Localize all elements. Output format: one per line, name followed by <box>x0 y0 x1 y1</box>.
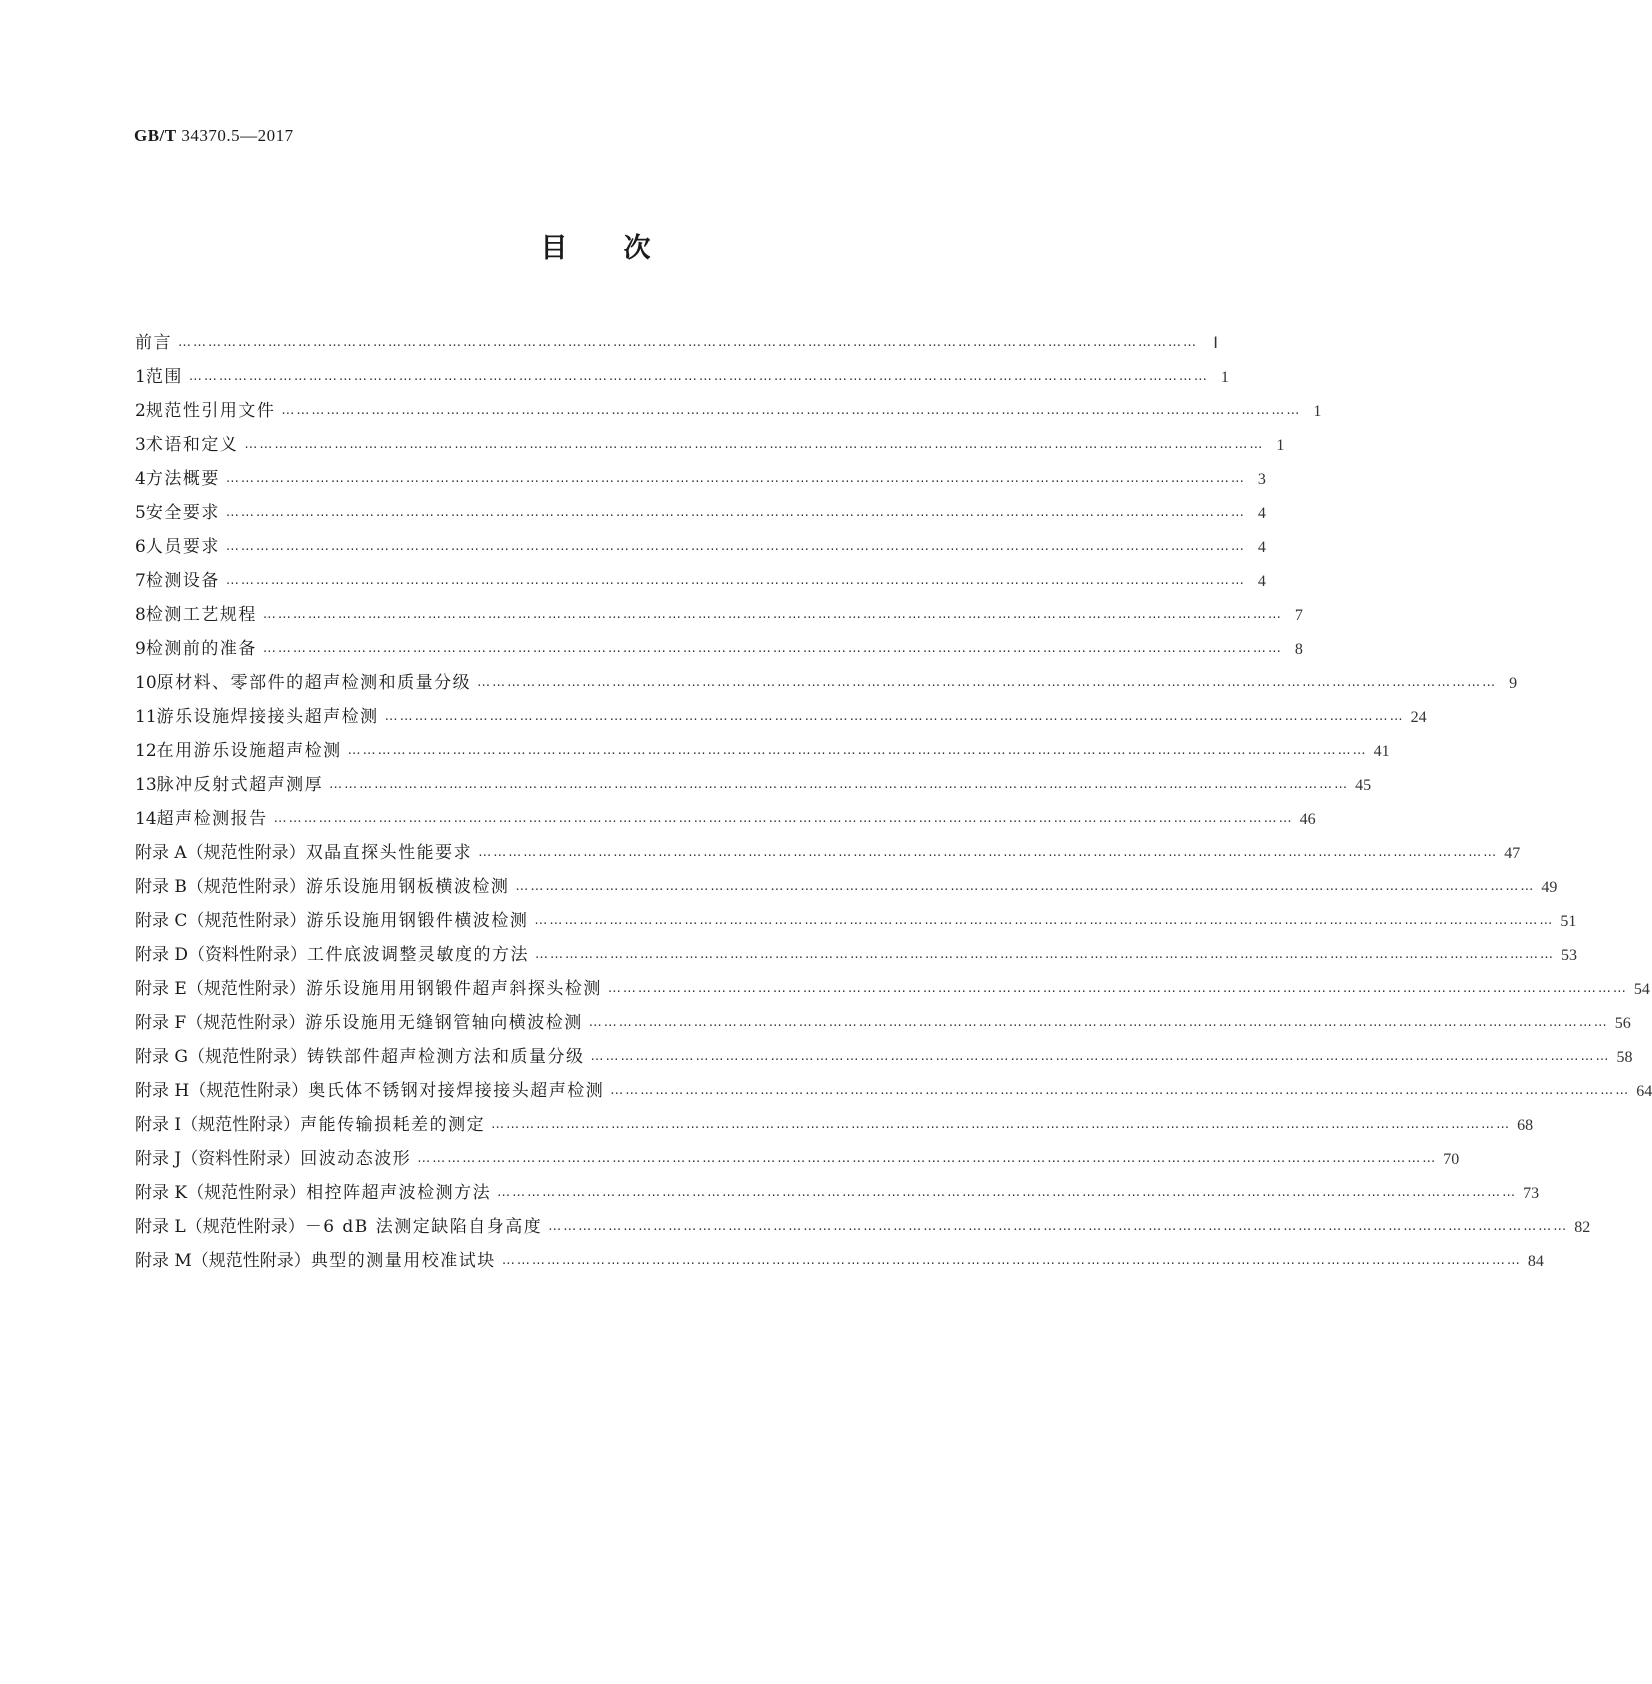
toc-row-1[interactable] <box>135 362 1229 387</box>
dot-leader: …………………………………………………………………………………………………………………………………………………………………………………… <box>225 539 1246 554</box>
toc-row-annex-e[interactable] <box>135 974 1650 999</box>
toc-number: 2 <box>135 401 146 421</box>
toc-label: 超声检测报告 <box>156 809 268 829</box>
dot-leader: …………………………………………………………………………………………………………………………………………………………………………………… <box>178 335 1198 350</box>
toc-label: 人员要求 <box>145 537 220 557</box>
toc-number: 1 <box>135 367 146 387</box>
toc-page: 53 <box>1561 947 1578 964</box>
toc-page: 47 <box>1504 845 1521 862</box>
toc-row-annex-g[interactable] <box>135 1042 1633 1067</box>
toc-label: 规范性引用文件 <box>145 401 276 421</box>
toc-label: 铸铁部件超声检测方法和质量分级 <box>306 1047 585 1067</box>
dot-leader: …………………………………………………………………………………………………………………………………………………………………………………… <box>478 845 1499 860</box>
toc-page: 8 <box>1294 641 1303 658</box>
toc-number: 附录 I（规范性附录） <box>135 1115 301 1135</box>
toc-number: 附录 G（规范性附录） <box>135 1047 307 1067</box>
toc-row-annex-l[interactable] <box>135 1212 1591 1237</box>
toc-row-annex-m[interactable] <box>135 1246 1544 1271</box>
dot-leader: …………………………………………………………………………………………………………………………………………………………………………………… <box>610 1083 1631 1098</box>
dot-leader: …………………………………………………………………………………………………………………………………………………………………………………… <box>534 913 1555 928</box>
dot-leader: …………………………………………………………………………………………………………………………………………………………………………………… <box>225 505 1246 520</box>
dot-leader: …………………………………………………………………………………………………………………………………………………………………………………… <box>590 1049 1611 1064</box>
toc-label: 范围 <box>145 367 183 387</box>
toc-number: 4 <box>135 469 146 489</box>
toc-row-8[interactable] <box>135 600 1303 625</box>
dot-leader: …………………………………………………………………………………………………………………………………………………………………………………… <box>588 1015 1609 1030</box>
toc-label: 奥氏体不锈钢对接焊接接头超声检测 <box>308 1081 605 1101</box>
toc-page: 4 <box>1257 539 1266 556</box>
toc-row-5[interactable] <box>135 498 1266 523</box>
title-char-2: 次 <box>623 233 651 264</box>
toc-page: 73 <box>1523 1185 1540 1202</box>
toc-row-12[interactable] <box>135 736 1390 761</box>
toc-row-annex-i[interactable] <box>135 1110 1534 1135</box>
toc-page: 70 <box>1443 1151 1460 1168</box>
dot-leader: …………………………………………………………………………………………………………………………………………………………………………………… <box>329 777 1350 792</box>
toc-label: 声能传输损耗差的测定 <box>300 1115 486 1135</box>
toc-page: 4 <box>1257 505 1266 522</box>
toc-page: 64 <box>1636 1083 1652 1100</box>
toc-page: 24 <box>1410 709 1427 726</box>
dot-leader: …………………………………………………………………………………………………………………………………………………………………………………… <box>477 675 1498 690</box>
dot-leader: …………………………………………………………………………………………………………………………………………………………………………………… <box>188 369 1209 384</box>
toc-row-11[interactable] <box>135 702 1427 727</box>
toc-label: 检测设备 <box>145 571 220 591</box>
toc-number: 10 <box>135 673 157 693</box>
toc-number: 附录 L（规范性附录） <box>135 1217 305 1237</box>
toc-row-13[interactable] <box>135 770 1372 795</box>
dot-leader: …………………………………………………………………………………………………………………………………………………………………………………… <box>515 879 1536 894</box>
toc-number: 附录 J（资料性附录） <box>135 1149 301 1169</box>
dot-leader: …………………………………………………………………………………………………………………………………………………………………………………… <box>347 743 1368 758</box>
title-char-1: 目 <box>540 233 568 264</box>
toc-row-6[interactable] <box>135 532 1266 557</box>
toc-row-14[interactable] <box>135 804 1316 829</box>
toc-row-foreword[interactable] <box>135 328 1218 353</box>
toc-number: 附录 H（规范性附录） <box>135 1081 309 1101</box>
toc-page: 41 <box>1373 743 1390 760</box>
toc-row-3[interactable] <box>135 430 1285 455</box>
toc-page: 82 <box>1574 1219 1591 1236</box>
toc-row-9[interactable] <box>135 634 1303 659</box>
toc-row-2[interactable] <box>135 396 1322 421</box>
toc-label: 安全要求 <box>145 503 220 523</box>
toc-number: 3 <box>135 435 146 455</box>
toc-page: 68 <box>1517 1117 1534 1134</box>
dot-leader: …………………………………………………………………………………………………………………………………………………………………………………… <box>417 1151 1438 1166</box>
dot-leader: …………………………………………………………………………………………………………………………………………………………………………………… <box>535 947 1556 962</box>
toc-label: 原材料、零部件的超声检测和质量分级 <box>156 673 472 693</box>
toc-number: 7 <box>135 571 146 591</box>
toc-page: 9 <box>1509 675 1518 692</box>
toc-number: 附录 E（规范性附录） <box>135 979 306 999</box>
toc-row-annex-a[interactable] <box>135 838 1521 863</box>
toc-label: 在用游乐设施超声检测 <box>156 741 342 761</box>
toc-label: 脉冲反射式超声测厚 <box>156 775 324 795</box>
toc-number: 附录 C（规范性附录） <box>135 911 307 931</box>
dot-leader: …………………………………………………………………………………………………………………………………………………………………………………… <box>225 573 1246 588</box>
standard-code: 34370.5—2017 <box>181 126 294 145</box>
toc-row-annex-f[interactable] <box>135 1008 1631 1033</box>
toc-label: 游乐设施用无缝钢管轴向横波检测 <box>305 1013 583 1033</box>
toc-page: 1 <box>1276 437 1285 454</box>
toc-label: 检测工艺规程 <box>145 605 257 625</box>
toc-label: 双晶直探头性能要求 <box>305 843 473 863</box>
toc-label: 游乐设施焊接接头超声检测 <box>156 707 379 727</box>
dot-leader: …………………………………………………………………………………………………………………………………………………………………………………… <box>281 403 1302 418</box>
dot-leader: …………………………………………………………………………………………………………………………………………………………………………………… <box>501 1253 1522 1268</box>
dot-leader: …………………………………………………………………………………………………………………………………………………………………………………… <box>491 1117 1512 1132</box>
toc-page: 56 <box>1614 1015 1631 1032</box>
toc-number: 附录 M（规范性附录） <box>135 1251 311 1271</box>
toc-row-10[interactable] <box>135 668 1518 693</box>
toc-number: 附录 D（资料性附录） <box>135 945 308 965</box>
toc-row-annex-b[interactable] <box>135 872 1558 897</box>
toc-row-4[interactable] <box>135 464 1266 489</box>
dot-leader: …………………………………………………………………………………………………………………………………………………………………………………… <box>273 811 1294 826</box>
toc-label: 方法概要 <box>145 469 220 489</box>
toc-row-annex-j[interactable] <box>135 1144 1460 1169</box>
toc-label: 游乐设施用钢板横波检测 <box>305 877 510 897</box>
toc-row-annex-h[interactable] <box>135 1076 1652 1101</box>
standard-prefix: GB/T <box>134 126 177 145</box>
dot-leader: …………………………………………………………………………………………………………………………………………………………………………………… <box>225 471 1246 486</box>
toc-row-annex-k[interactable] <box>135 1178 1540 1203</box>
toc-page: 84 <box>1527 1253 1544 1270</box>
dot-leader: …………………………………………………………………………………………………………………………………………………………………………………… <box>384 709 1405 724</box>
toc-label: 回波动态波形 <box>300 1149 412 1169</box>
toc-page: 7 <box>1294 607 1303 624</box>
dot-leader: …………………………………………………………………………………………………………………………………………………………………………………… <box>262 607 1283 622</box>
toc-page: 3 <box>1257 471 1266 488</box>
dot-leader: …………………………………………………………………………………………………………………………………………………………………………………… <box>497 1185 1518 1200</box>
toc-number: 附录 A（规范性附录） <box>135 843 306 863</box>
dot-leader: …………………………………………………………………………………………………………………………………………………………………………………… <box>607 981 1628 996</box>
toc-label: 术语和定义 <box>145 435 239 455</box>
dot-leader: …………………………………………………………………………………………………………………………………………………………………………………… <box>262 641 1283 656</box>
toc-page: 4 <box>1257 573 1266 590</box>
dot-leader: …………………………………………………………………………………………………………………………………………………………………………………… <box>548 1219 1569 1234</box>
toc-label: －6 dB 法测定缺陷自身高度 <box>304 1217 543 1237</box>
toc-number: 附录 K（规范性附录） <box>135 1183 307 1203</box>
toc-page: 49 <box>1541 879 1558 896</box>
toc-number: 13 <box>135 775 157 795</box>
toc-number: 6 <box>135 537 146 557</box>
toc-page: 46 <box>1299 811 1316 828</box>
toc-label: 相控阵超声波检测方法 <box>306 1183 492 1203</box>
toc-label: 游乐设施用用钢锻件超声斜探头检测 <box>305 979 602 999</box>
toc-page: Ⅰ <box>1213 335 1218 352</box>
toc-number: 14 <box>135 809 157 829</box>
toc-number: 11 <box>135 707 157 727</box>
toc-number: 附录 F（规范性附录） <box>135 1013 306 1033</box>
dot-leader: …………………………………………………………………………………………………………………………………………………………………………………… <box>244 437 1265 452</box>
toc-page: 58 <box>1616 1049 1633 1066</box>
page-title <box>0 226 1191 265</box>
toc-label: 检测前的准备 <box>145 639 257 659</box>
toc-page: 45 <box>1355 777 1372 794</box>
toc-label: 工件底波调整灵敏度的方法 <box>307 945 530 965</box>
toc-number: 8 <box>135 605 146 625</box>
toc-row-annex-d[interactable] <box>135 940 1578 965</box>
toc-number: 12 <box>135 741 157 761</box>
toc-row-annex-c[interactable] <box>135 906 1577 931</box>
toc-number: 5 <box>135 503 146 523</box>
toc-label: 典型的测量用校准试块 <box>310 1251 496 1271</box>
toc-page: 1 <box>1313 403 1322 420</box>
toc-page: 51 <box>1560 913 1577 930</box>
standard-number <box>134 126 294 146</box>
toc-page: 54 <box>1633 981 1650 998</box>
toc-label: 游乐设施用钢锻件横波检测 <box>306 911 529 931</box>
toc-row-7[interactable] <box>135 566 1266 591</box>
toc-label: 前言 <box>135 333 172 353</box>
toc-page: 1 <box>1220 369 1229 386</box>
toc-number: 附录 B（规范性附录） <box>135 877 306 897</box>
toc-number: 9 <box>135 639 146 659</box>
